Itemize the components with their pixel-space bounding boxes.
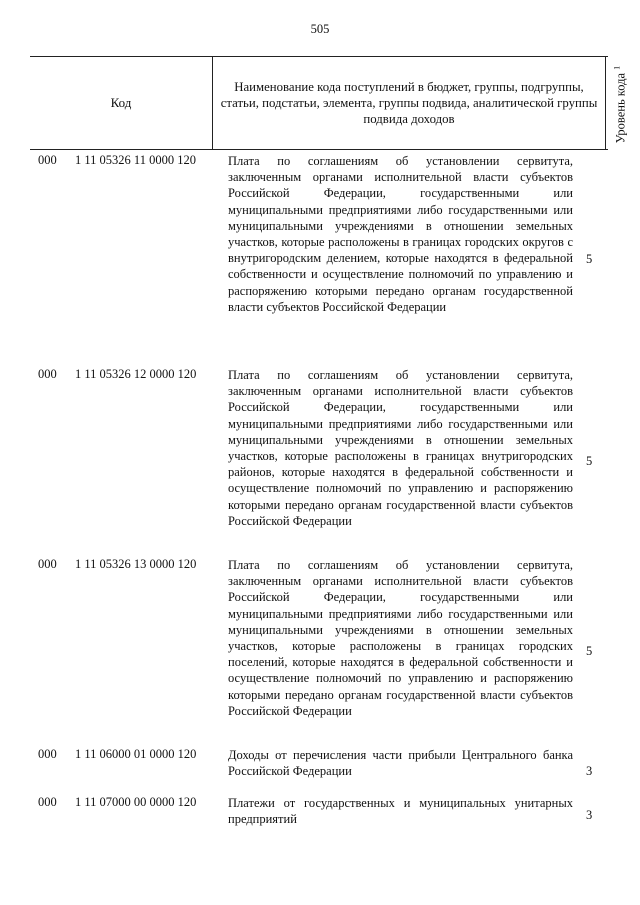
row-level: 3 — [586, 764, 593, 778]
row-code: 1 11 05326 13 0000 120 — [75, 557, 197, 571]
header-level-footnote: 1 — [612, 65, 622, 70]
row-description: Плата по соглашениям об установлении сервитута, заключенным органами исполнительной власти субъектов Российской Федерации, государственными или муниципальными предприятиями либо государственными или муниципальными учреждениями в отношении земельных участков, которые расположены в границах внутригородских районов, которые находятся в федеральной собственности и осуществление полномочий по управлению и распоряжению которыми передано органам государственной власти субъектов Российской Федерации — [228, 368, 573, 528]
row-description: Платежи от государственных и муниципальных унитарных предприятий — [228, 796, 573, 827]
table-header — [30, 56, 628, 150]
row-description: Плата по соглашениям об установлении сервитута, заключенным органами исполнительной власти субъектов Российской Федерации, государственными или муниципальными предприятиями либо государственными или муниципальными учреждениями в отношении земельных участков, которые расположены в границах городских поселений, которые находятся в федеральной собственности и осуществление полномочий по управлению и распоряжению которыми передано органам государственной власти субъектов Российской Федерации — [228, 558, 573, 718]
header-level-rotated — [609, 59, 628, 151]
header-level-label: Уровень кода — [613, 72, 628, 144]
row-prefix: 000 — [38, 557, 57, 571]
page-number: 505 — [310, 22, 330, 36]
row-code: 1 11 06000 01 0000 120 — [75, 747, 197, 761]
row-prefix: 000 — [38, 795, 57, 809]
row-level: 3 — [586, 808, 593, 822]
row-prefix: 000 — [38, 153, 57, 167]
row-description: Доходы от перечисления части прибыли Центрального банка Российской Федерации — [228, 748, 573, 779]
header-name-label: Наименование кода поступлений в бюджет, группы, подгруппы, статьи, подстатьи, элемента, группы подвида, аналитической группы подвида доходов — [220, 80, 598, 126]
row-code: 1 11 05326 11 0000 120 — [75, 153, 196, 167]
row-code: 1 11 05326 12 0000 120 — [75, 367, 197, 381]
row-level: 5 — [586, 454, 593, 468]
row-description: Плата по соглашениям об установлении сервитута, заключенным органами исполнительной власти субъектов Российской Федерации, государственными или муниципальными предприятиями либо государственными или муниципальными учреждениями в отношении земельных участков, которые расположены в границах городских округов с внутригородским делением, которые находятся в федеральной собственности и осуществление полномочий по управлению и распоряжению которыми передано органам государственной власти субъектов Российской Федерации — [228, 154, 573, 314]
header-code-column: Код — [30, 57, 213, 149]
row-prefix: 000 — [38, 747, 57, 761]
header-name-column — [213, 57, 606, 149]
header-level-column — [606, 57, 632, 149]
row-prefix: 000 — [38, 367, 57, 381]
row-level: 5 — [586, 644, 593, 658]
row-code: 1 11 07000 00 0000 120 — [75, 795, 197, 809]
row-level: 5 — [586, 252, 593, 266]
